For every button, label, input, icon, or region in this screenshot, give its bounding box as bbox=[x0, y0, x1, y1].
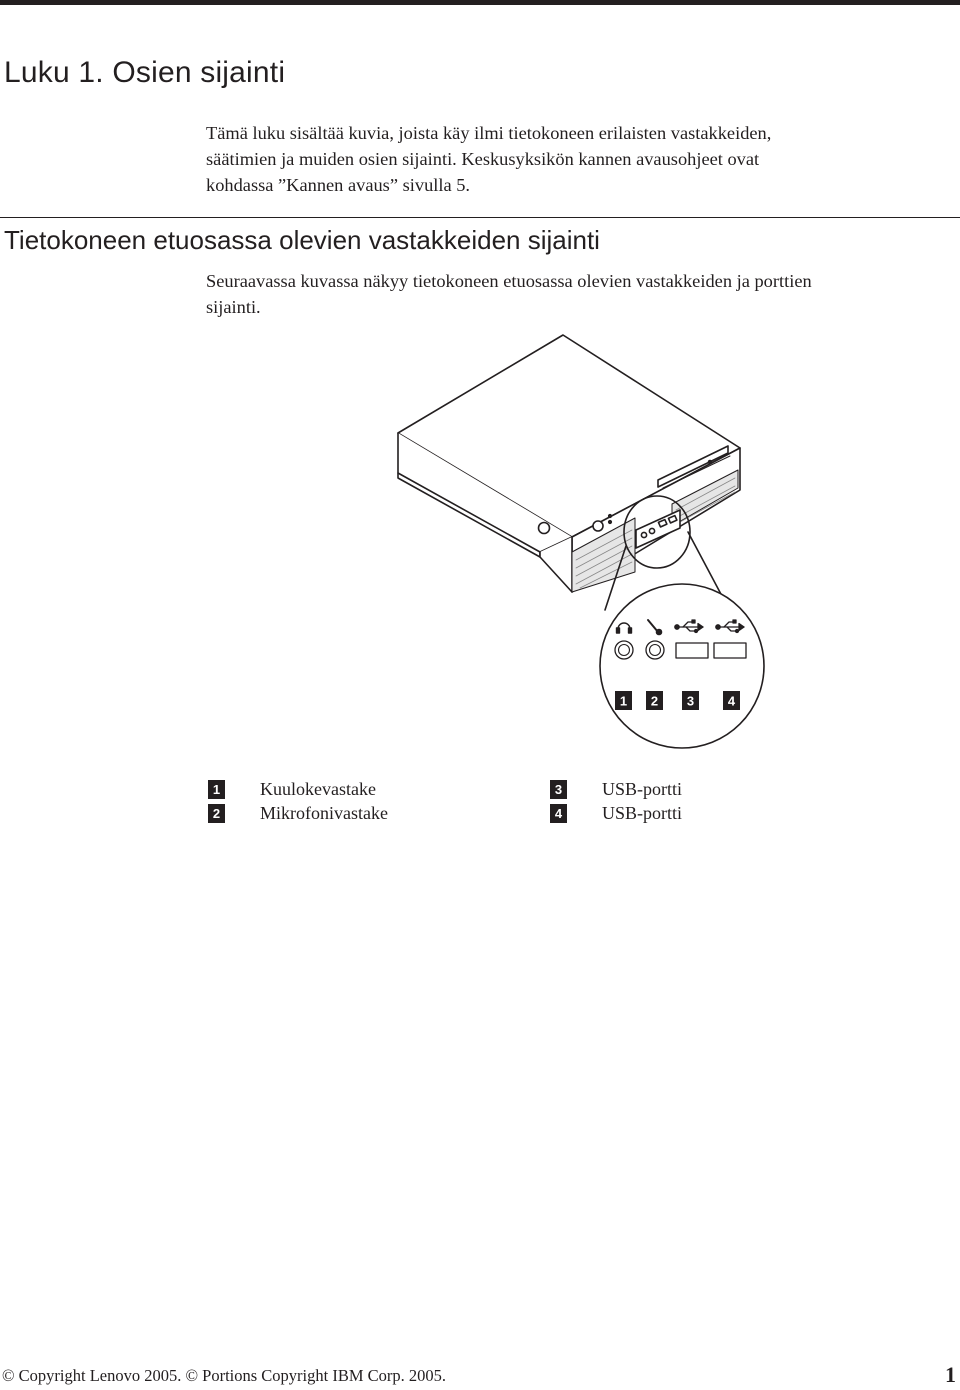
legend-badge: 3 bbox=[550, 780, 567, 799]
section-paragraph bbox=[206, 268, 952, 320]
section-line: sijainti. bbox=[206, 297, 261, 317]
legend-label: USB-portti bbox=[602, 803, 683, 823]
intro-line: säätimien ja muiden osien sijainti. Keskusyksikön kannen avausohjeet ovat bbox=[206, 149, 760, 169]
legend-badge: 4 bbox=[550, 804, 567, 823]
page-footer bbox=[2, 1362, 956, 1390]
intro-paragraph bbox=[206, 120, 946, 198]
legend-label: Mikrofonivastake bbox=[260, 803, 388, 823]
footer-copyright: © Copyright Lenovo 2005. © Portions Copyright IBM Corp. 2005. bbox=[2, 1366, 446, 1385]
intro-line: kohdassa ”Kannen avaus” sivulla 5. bbox=[206, 175, 471, 195]
callout-number: 2 bbox=[650, 693, 659, 709]
section-line: Seuraavassa kuvassa näkyy tietokoneen etuosassa olevien vastakkeiden ja porttien bbox=[206, 271, 812, 291]
computer-case bbox=[398, 335, 740, 592]
computer-front-illustration bbox=[380, 330, 780, 755]
detail-circle bbox=[600, 584, 764, 748]
legend-label: USB-portti bbox=[602, 779, 683, 799]
power-button-icon bbox=[539, 523, 550, 534]
callout-number: 4 bbox=[727, 693, 736, 709]
section-title: Tietokoneen etuosassa olevien vastakkeiden sijainti bbox=[4, 225, 600, 255]
legend-badge: 1 bbox=[208, 780, 225, 799]
intro-line: Tämä luku sisältää kuvia, joista käy ilmi tietokoneen erilaisten vastakkeiden, bbox=[206, 123, 772, 143]
page-number: 1 bbox=[945, 1362, 956, 1387]
legend-item bbox=[550, 802, 683, 824]
chapter-title: Luku 1. Osien sijainti bbox=[4, 56, 286, 89]
callout-number: 3 bbox=[686, 693, 695, 709]
legend-item bbox=[550, 778, 683, 800]
legend-badge: 2 bbox=[208, 804, 225, 823]
section-rule bbox=[0, 217, 960, 218]
legend-item bbox=[208, 802, 388, 824]
legend-label: Kuulokevastake bbox=[260, 779, 376, 799]
callout-number: 1 bbox=[619, 693, 628, 709]
legend-item bbox=[208, 778, 376, 800]
figure-legend bbox=[208, 778, 768, 838]
top-rule bbox=[0, 0, 960, 5]
